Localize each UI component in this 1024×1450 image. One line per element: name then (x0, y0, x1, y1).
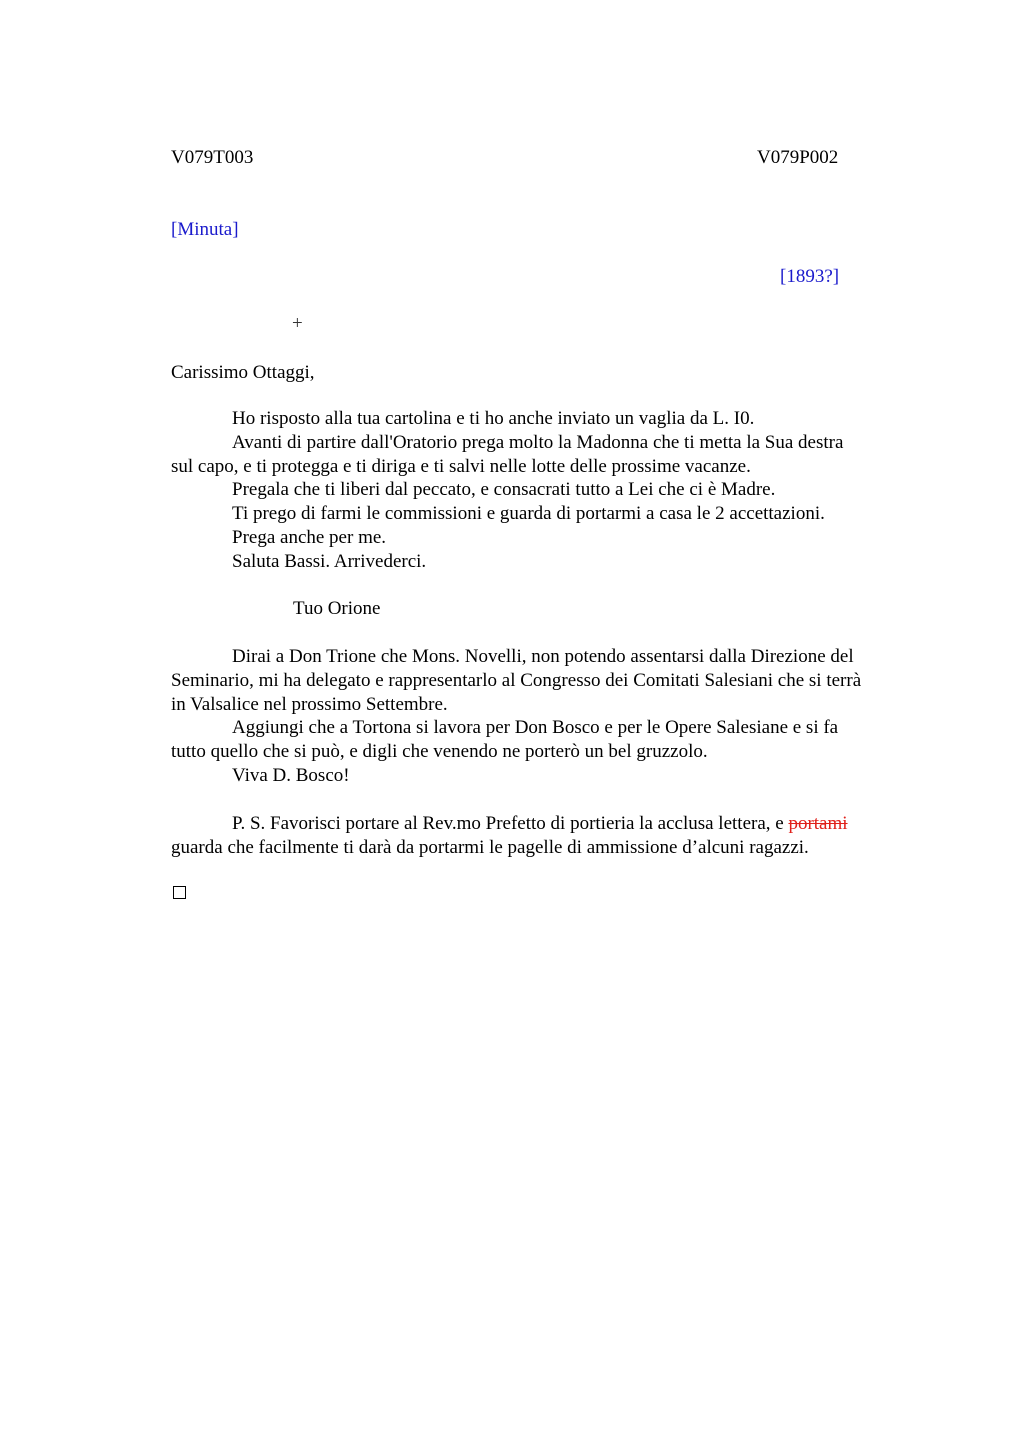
body-line: Saluta Bassi. Arrivederci. (232, 550, 427, 572)
end-marker-box (173, 886, 186, 899)
postscript-line: Viva D. Bosco! (232, 764, 350, 786)
salutation: Carissimo Ottaggi, (171, 362, 315, 383)
body-line: Ho risposto alla tua cartolina e ti ho anche inviato un vaglia da L. I0. (232, 408, 755, 429)
postscript-line: Aggiungi che a Tortona si lavora per Don Bosco e per le Opere Salesiane e si fa (232, 717, 839, 739)
letter-body (171, 407, 931, 574)
postscript-body (171, 645, 931, 788)
body-line: Avanti di partire dall'Oratorio prega molto la Madonna che ti metta la Sua destra (232, 431, 844, 453)
deleted-word: portami (788, 813, 848, 834)
ps-text: P. S. Favorisci portare al Rev.mo Prefetto di portieria la acclusa lettera, e (232, 813, 789, 834)
document-code-right: V079P002 (757, 147, 839, 168)
postscript-line: Seminario, mi ha delegato e rappresentarlo al Congresso dei Comitati Salesiani che si terrà (171, 669, 862, 691)
cross-mark: + (292, 313, 303, 334)
body-line: sul capo, e ti protegga e ti diriga e ti salvi nelle lotte delle prossime vacanze. (171, 455, 751, 477)
postscript-line: Dirai a Don Trione che Mons. Novelli, non potendo assentarsi dalla Direzione del (232, 646, 854, 667)
postscript-line: in Valsalice nel prossimo Settembre. (171, 693, 448, 715)
body-line: Ti prego di farmi le commissioni e guarda di portarmi a casa le 2 accettazioni. (232, 503, 825, 525)
minuta-note: [Minuta] (171, 219, 239, 240)
signature: Tuo Orione (293, 598, 381, 619)
body-line: Pregala che ti liberi dal peccato, e consacrati tutto a Lei che ci è Madre. (232, 479, 776, 501)
document-code-left: V079T003 (171, 147, 254, 168)
ps-paragraph (171, 812, 931, 860)
postscript-line: tutto quello che si può, e digli che venendo ne porterò un bel gruzzolo. (171, 741, 708, 763)
body-line: Prega anche per me. (232, 526, 387, 548)
ps-line (171, 812, 931, 836)
ps-line: guarda che facilmente ti darà da portarmi le pagelle di ammissione d’alcuni ragazzi. (171, 836, 809, 858)
date-note: [1893?] (780, 266, 840, 287)
